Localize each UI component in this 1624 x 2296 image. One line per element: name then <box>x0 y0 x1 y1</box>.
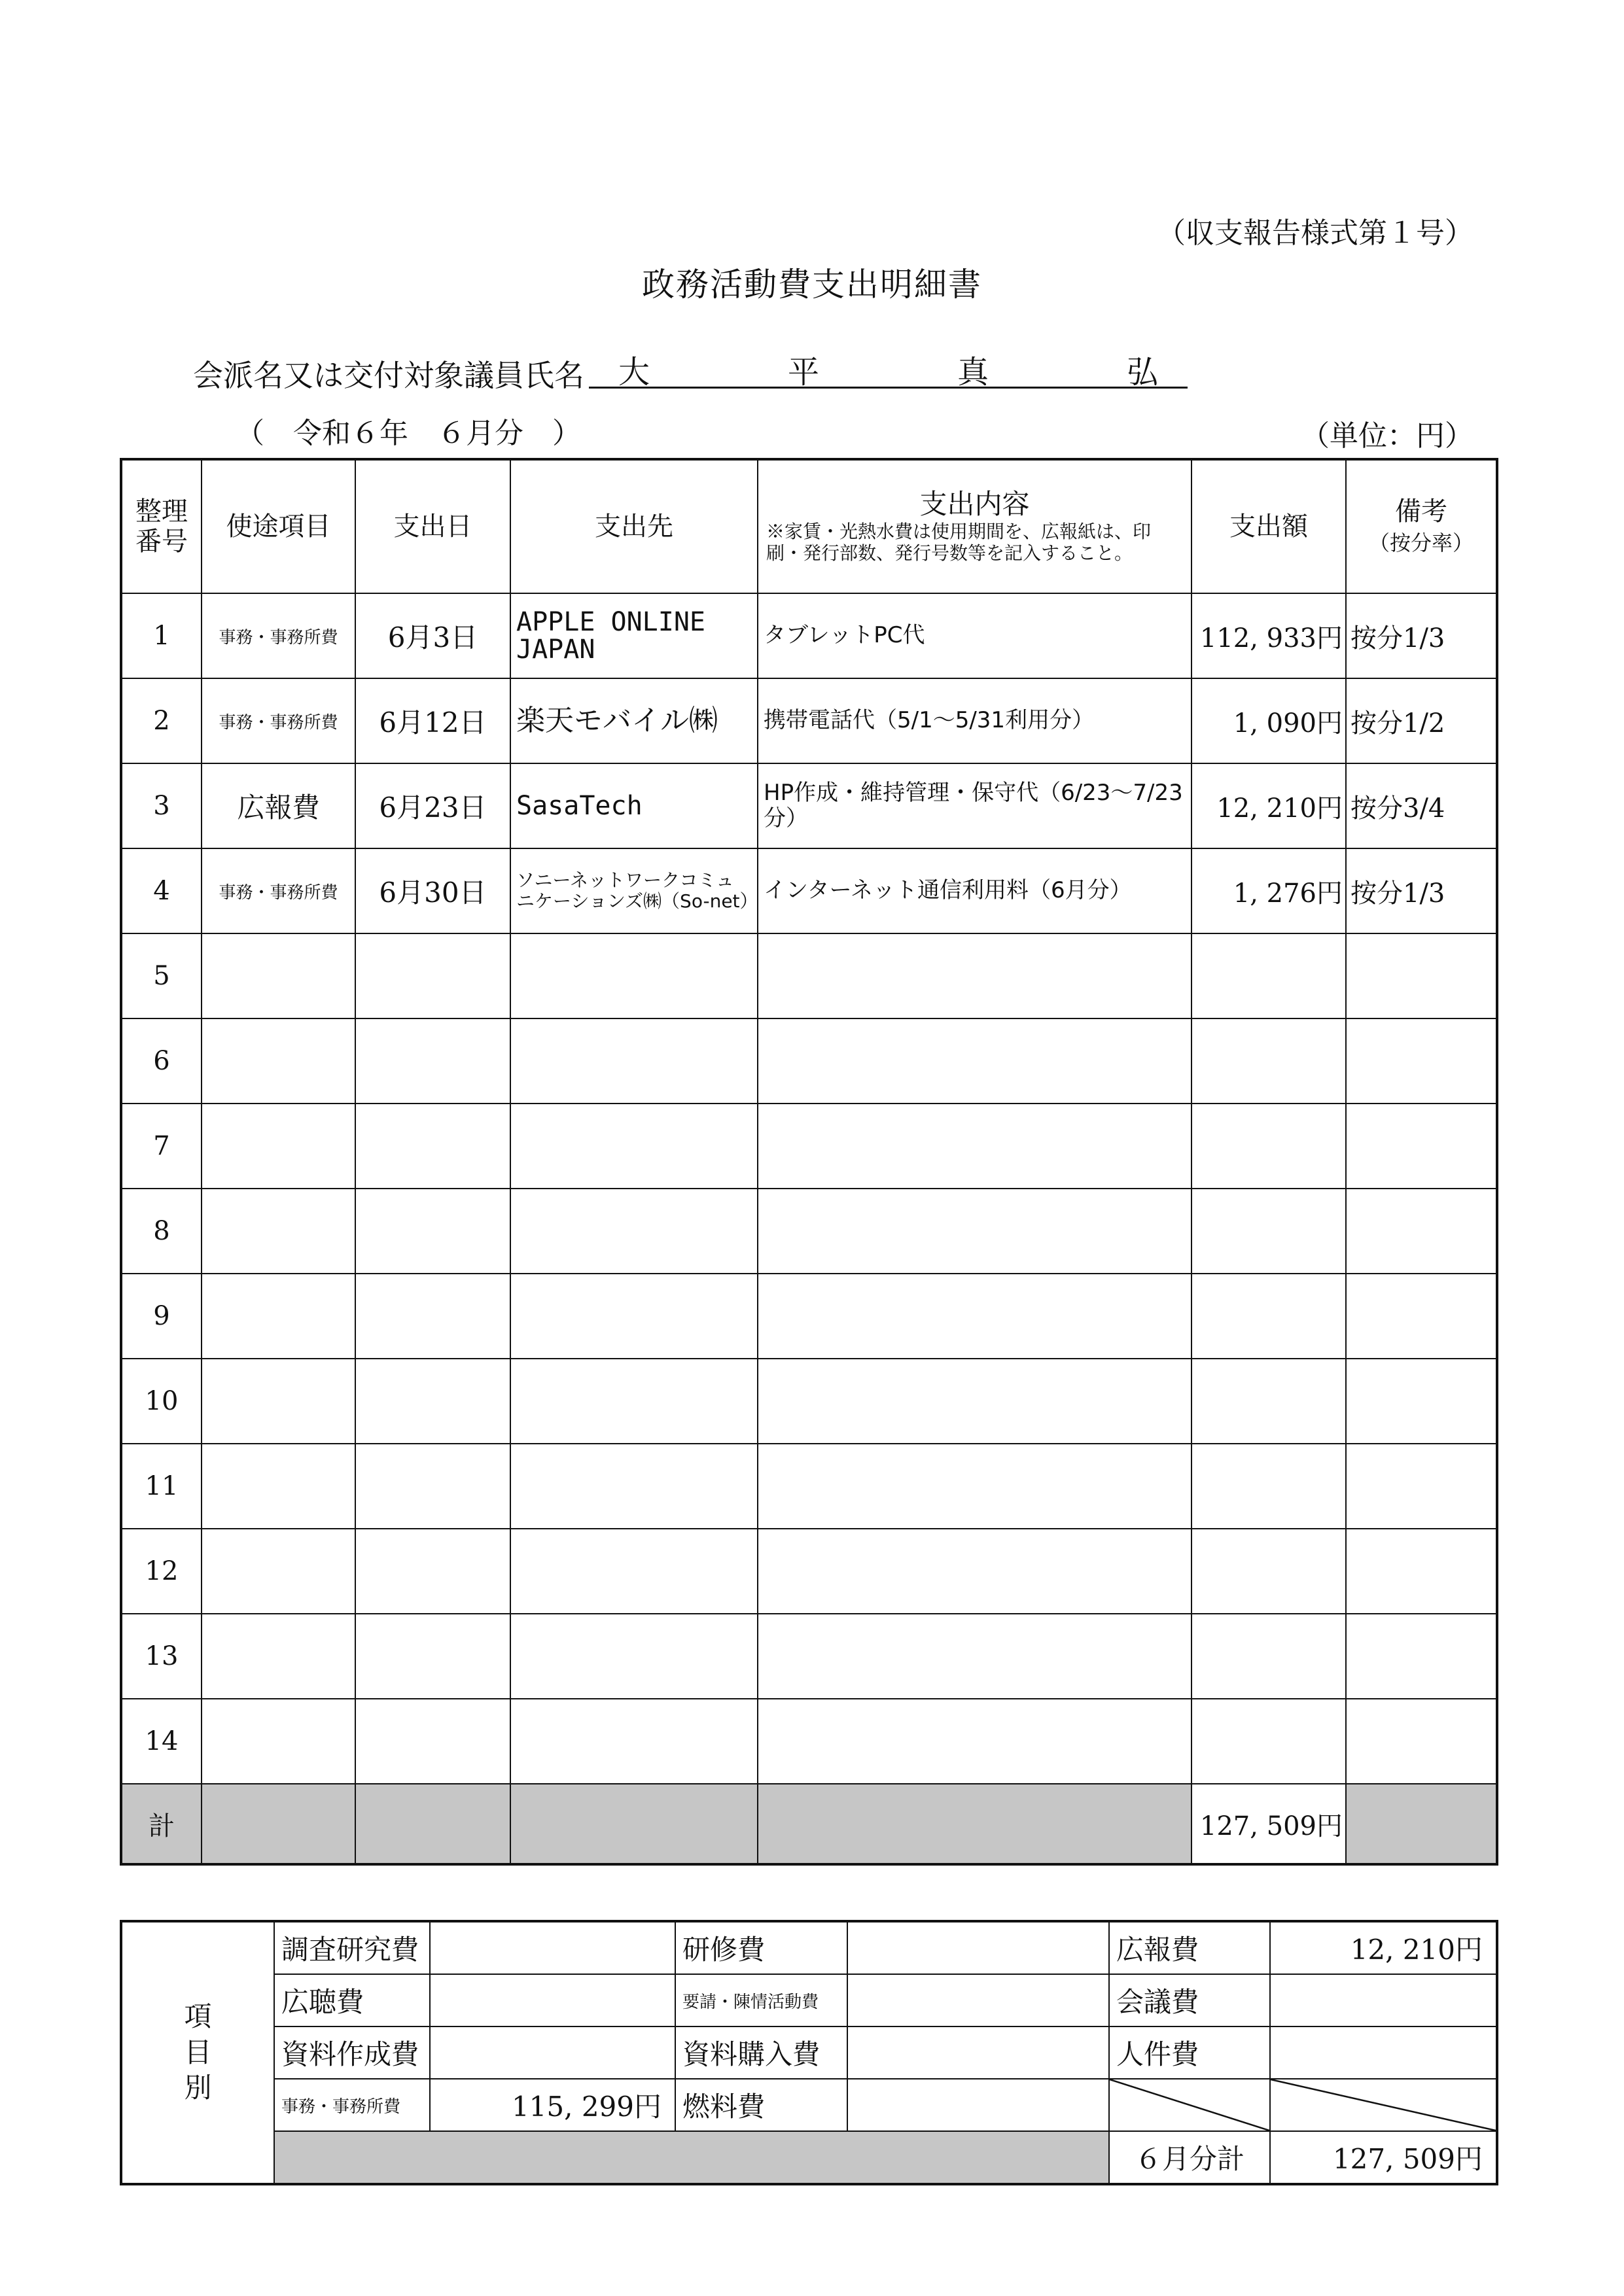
summary-value <box>847 2026 1109 2079</box>
row-remarks <box>1346 1359 1497 1444</box>
row-date <box>355 1189 510 1274</box>
row-number: 8 <box>121 1189 202 1274</box>
total-label: 計 <box>121 1784 202 1864</box>
summary-label: 会議費 <box>1109 1974 1270 2026</box>
row-payee <box>510 1274 758 1359</box>
summary-label: 調査研究費 <box>274 1921 430 1974</box>
summary-value: 115, 299円 <box>430 2079 675 2131</box>
row-content <box>758 1359 1192 1444</box>
expense-row <box>121 933 1497 1018</box>
row-amount <box>1192 1444 1346 1529</box>
row-number: 12 <box>121 1529 202 1614</box>
row-content <box>758 1018 1192 1104</box>
row-amount <box>1192 1018 1346 1104</box>
row-remarks: 按分3/4 <box>1346 763 1497 848</box>
row-number: 4 <box>121 848 202 933</box>
row-number: 10 <box>121 1359 202 1444</box>
row-remarks <box>1346 1189 1497 1274</box>
category-summary-table <box>120 1920 1498 2185</box>
row-amount <box>1192 1614 1346 1699</box>
document-title: 政務活動費支出明細書 <box>642 266 982 304</box>
summary-label: 人件費 <box>1109 2026 1270 2079</box>
row-amount <box>1192 1189 1346 1274</box>
row-content <box>758 1189 1192 1274</box>
summary-label: 事務・事務所費 <box>274 2079 430 2131</box>
row-category: 事務・事務所費 <box>202 593 355 678</box>
summary-label: 研修費 <box>675 1921 847 1974</box>
row-category: 事務・事務所費 <box>202 678 355 763</box>
row-amount <box>1192 933 1346 1018</box>
row-remarks <box>1346 1018 1497 1104</box>
summary-label: 資料購入費 <box>675 2026 847 2079</box>
summary-label: 広聴費 <box>274 1974 430 2026</box>
expense-row <box>121 1529 1497 1614</box>
header-no: 整理 番号 <box>121 459 202 593</box>
summary-value <box>847 2079 1109 2131</box>
header-amount: 支出額 <box>1192 459 1346 593</box>
row-payee <box>510 1614 758 1699</box>
summary-label: 資料作成費 <box>274 2026 430 2079</box>
row-payee <box>510 1104 758 1189</box>
row-date <box>355 1614 510 1699</box>
row-payee: SasaTech <box>510 763 758 848</box>
expense-row <box>121 1614 1497 1699</box>
row-date <box>355 1104 510 1189</box>
summary-value <box>1270 2026 1497 2079</box>
row-payee: 楽天モバイル㈱ <box>510 678 758 763</box>
row-payee <box>510 933 758 1018</box>
row-content: インターネット通信利用料（6月分） <box>758 848 1192 933</box>
row-content: タブレットPC代 <box>758 593 1192 678</box>
row-number: 3 <box>121 763 202 848</box>
row-amount: 112, 933円 <box>1192 593 1346 678</box>
expense-row <box>121 1189 1497 1274</box>
row-amount: 1, 276円 <box>1192 848 1346 933</box>
row-payee: ソニーネットワークコミュニケーションズ㈱（So-net） <box>510 848 758 933</box>
row-date <box>355 1274 510 1359</box>
row-content <box>758 1614 1192 1699</box>
row-date: 6月3日 <box>355 593 510 678</box>
row-amount: 1, 090円 <box>1192 678 1346 763</box>
summary-value <box>430 1921 675 1974</box>
row-number: 14 <box>121 1699 202 1784</box>
name-char: 弘 <box>1126 354 1158 391</box>
row-amount: 12, 210円 <box>1192 763 1346 848</box>
row-date <box>355 933 510 1018</box>
summary-value: 12, 210円 <box>1270 1921 1497 1974</box>
row-remarks <box>1346 1104 1497 1189</box>
row-content <box>758 1444 1192 1529</box>
diagonal-blank-cell <box>1109 2079 1270 2131</box>
summary-value <box>430 1974 675 2026</box>
total-row <box>121 1784 1497 1864</box>
row-amount <box>1192 1699 1346 1784</box>
row-content <box>758 933 1192 1018</box>
header-content-note: ※家賃・光熱水費は使用期間を、広報紙は、印刷・発行部数、発行号数等を記入すること。 <box>766 520 1152 565</box>
expense-row <box>121 1699 1497 1784</box>
row-payee <box>510 1359 758 1444</box>
row-remarks: 按分1/2 <box>1346 678 1497 763</box>
expense-row <box>121 848 1497 933</box>
row-payee <box>510 1529 758 1614</box>
unit-label: （単位：円） <box>1301 419 1474 453</box>
row-number: 9 <box>121 1274 202 1359</box>
row-payee: APPLE ONLINE JAPAN <box>510 593 758 678</box>
summary-value <box>1270 1974 1497 2026</box>
row-category <box>202 1018 355 1104</box>
summary-label: 要請・陳情活動費 <box>675 1974 847 2026</box>
row-remarks <box>1346 1274 1497 1359</box>
row-date <box>355 1699 510 1784</box>
form-number: （収支報告様式第１号） <box>1157 217 1474 250</box>
summary-side-label: 項 目 別 <box>121 1921 274 2184</box>
row-number: 13 <box>121 1614 202 1699</box>
row-number: 1 <box>121 593 202 678</box>
summary-label: 広報費 <box>1109 1921 1270 1974</box>
row-remarks: 按分1/3 <box>1346 848 1497 933</box>
row-content <box>758 1104 1192 1189</box>
row-number: 6 <box>121 1018 202 1104</box>
summary-value <box>847 1921 1109 1974</box>
name-char: 平 <box>787 354 819 391</box>
row-category <box>202 1274 355 1359</box>
header-payee: 支出先 <box>510 459 758 593</box>
row-category: 広報費 <box>202 763 355 848</box>
row-amount <box>1192 1359 1346 1444</box>
representative-name <box>589 347 1188 389</box>
expense-row <box>121 1359 1497 1444</box>
row-amount <box>1192 1274 1346 1359</box>
row-content: HP作成・維持管理・保守代（6/23～7/23分） <box>758 763 1192 848</box>
expense-row <box>121 1444 1497 1529</box>
header-remarks: 備考 （按分率） <box>1346 459 1497 593</box>
name-char: 真 <box>957 354 989 391</box>
row-date <box>355 1359 510 1444</box>
representative-label: 会派名又は交付対象議員氏名 <box>193 358 584 393</box>
row-category <box>202 1104 355 1189</box>
expense-row <box>121 1104 1497 1189</box>
row-category <box>202 1614 355 1699</box>
row-date: 6月30日 <box>355 848 510 933</box>
row-date <box>355 1018 510 1104</box>
row-remarks <box>1346 1699 1497 1784</box>
row-content <box>758 1699 1192 1784</box>
row-date <box>355 1529 510 1614</box>
expense-row <box>121 593 1497 678</box>
shaded-area <box>274 2131 1109 2184</box>
row-payee <box>510 1189 758 1274</box>
row-amount <box>1192 1529 1346 1614</box>
summary-value <box>430 2026 675 2079</box>
row-remarks <box>1346 1529 1497 1614</box>
summary-value <box>847 1974 1109 2026</box>
row-date: 6月12日 <box>355 678 510 763</box>
row-date <box>355 1444 510 1529</box>
header-date: 支出日 <box>355 459 510 593</box>
row-number: 5 <box>121 933 202 1018</box>
row-category <box>202 1444 355 1529</box>
row-content <box>758 1529 1192 1614</box>
row-payee <box>510 1699 758 1784</box>
row-category <box>202 1359 355 1444</box>
row-payee <box>510 1444 758 1529</box>
row-category <box>202 1699 355 1784</box>
row-number: 11 <box>121 1444 202 1529</box>
row-payee <box>510 1018 758 1104</box>
row-remarks: 按分1/3 <box>1346 593 1497 678</box>
diagonal-blank-cell <box>1270 2079 1497 2131</box>
header-category: 使途項目 <box>202 459 355 593</box>
row-category <box>202 1529 355 1614</box>
row-content <box>758 1274 1192 1359</box>
row-category <box>202 933 355 1018</box>
total-amount: 127, 509円 <box>1192 1784 1346 1864</box>
row-category: 事務・事務所費 <box>202 848 355 933</box>
row-content: 携帯電話代（5/1～5/31利用分） <box>758 678 1192 763</box>
row-remarks <box>1346 1444 1497 1529</box>
name-char: 大 <box>618 354 650 391</box>
expense-row <box>121 1274 1497 1359</box>
expense-row <box>121 1018 1497 1104</box>
expense-row <box>121 763 1497 848</box>
row-category <box>202 1189 355 1274</box>
header-content: 支出内容 ※家賃・光熱水費は使用期間を、広報紙は、印刷・発行部数、発行号数等を記入すること。 <box>758 459 1192 593</box>
row-number: 2 <box>121 678 202 763</box>
expense-row <box>121 678 1497 763</box>
summary-label: 燃料費 <box>675 2079 847 2131</box>
row-amount <box>1192 1104 1346 1189</box>
month-total-value: 127, 509円 <box>1270 2131 1497 2184</box>
row-remarks <box>1346 1614 1497 1699</box>
period: （ 令和６年 ６月分 ） <box>236 417 581 450</box>
month-total-label: ６月分計 <box>1109 2131 1270 2184</box>
row-number: 7 <box>121 1104 202 1189</box>
row-remarks <box>1346 933 1497 1018</box>
row-date: 6月23日 <box>355 763 510 848</box>
expense-table <box>120 458 1498 1866</box>
